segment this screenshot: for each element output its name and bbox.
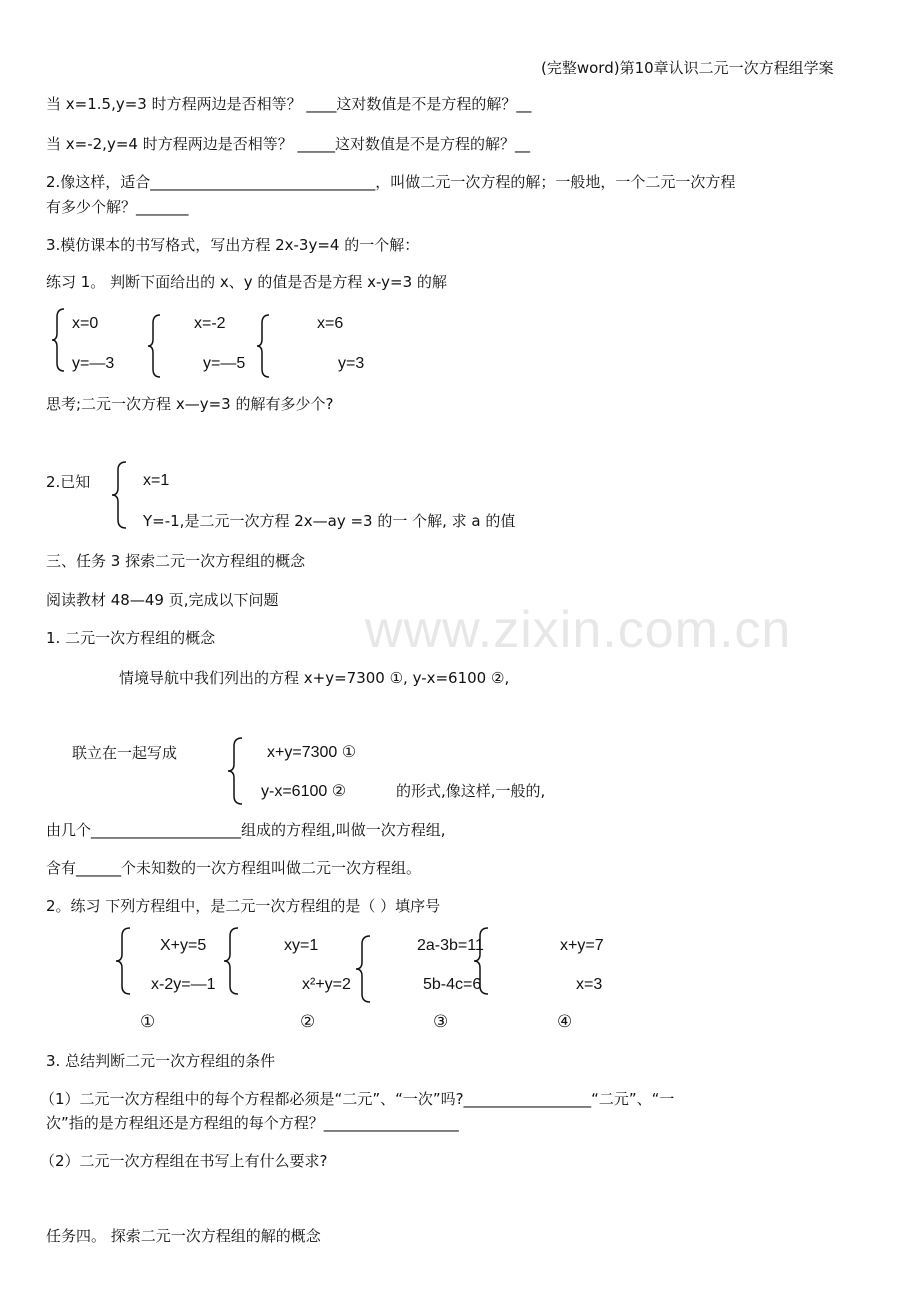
concept-heading: 1. 二元一次方程组的概念	[46, 629, 216, 647]
ex1-sys3-x: x=6	[317, 315, 344, 332]
exercise-1-prompt: 练习 1。 判断下面给出的 x、y 的值是否是方程 x-y=3 的解	[46, 273, 447, 291]
ex2-sys3-eq1: 2a-3b=11	[417, 937, 484, 954]
ex2-sys4-eq2: x=3	[576, 976, 603, 993]
ex2-sys1-eq2: x-2y=—1	[151, 976, 216, 993]
reading-instruction: 阅读教材 48—49 页,完成以下问题	[46, 591, 279, 609]
ex2-sys2-number: ②	[300, 1012, 316, 1031]
brace-icon	[472, 926, 490, 996]
ex2-sys3-eq2: 5b-4c=6	[423, 976, 482, 993]
exercise-2-prompt: 2。练习 下列方程组中，是二元一次方程组的是（ ）填序号	[46, 897, 441, 915]
brace-icon	[110, 460, 128, 530]
ex2-sys1-eq1: X+y=5	[160, 937, 207, 954]
ex1-sys1-x: x=0	[72, 315, 99, 332]
summary-1a: （1）二元一次方程组中的每个方程都必须是“二元”、“一次”吗?_________________“二元”、“一	[40, 1090, 675, 1108]
question-2a: 2.像这样，适合______________________________，叫做二元一次方程的解；一般地，一个二元一次方程	[46, 173, 736, 191]
summary-2: （2）二元一次方程组在书写上有什么要求?	[40, 1152, 328, 1170]
known-y: Y=-1,是二元一次方程 2x—ay =3 的一 个解, 求 a 的值	[143, 512, 516, 530]
summary-1b: 次”指的是方程组还是方程组的每个方程？__________________	[46, 1114, 459, 1132]
context-line: 情境导航中我们列出的方程 x+y=7300 ①, y-x=6100 ②,	[119, 669, 510, 687]
definition-2: 含有______个未知数的一次方程组叫做二元一次方程组。	[46, 859, 422, 877]
brace-icon	[146, 313, 162, 379]
question-3: 3.模仿课本的书写格式，写出方程 2x-3y=4 的一个解：	[46, 236, 420, 254]
combine-label: 联立在一起写成	[72, 744, 178, 762]
ex2-sys4-eq1: x+y=7	[560, 937, 604, 954]
brace-icon	[50, 307, 66, 373]
known-label: 2.已知	[46, 473, 91, 491]
ex2-sys2-eq2: x²+y=2	[302, 976, 351, 993]
question-1a: 当 x=1.5,y=3 时方程两边是否相等？ ____这对数值是不是方程的解？__	[46, 95, 532, 113]
question-1b: 当 x=-2,y=4 时方程两边是否相等？ _____这对数值是不是方程的解？__	[46, 135, 530, 153]
combine-eq-2: y-x=6100 ②	[261, 783, 347, 800]
brace-icon	[255, 313, 271, 379]
task-4-heading: 任务四。 探索二元一次方程组的解的概念	[46, 1227, 321, 1245]
ex2-sys3-number: ③	[433, 1012, 449, 1031]
ex2-sys1-number: ①	[140, 1012, 156, 1031]
think-question: 思考;二元一次方程 x—y=3 的解有多少个?	[46, 395, 334, 413]
brace-icon	[222, 926, 240, 996]
summary-heading: 3. 总结判断二元一次方程组的条件	[46, 1052, 276, 1070]
ex1-sys1-y: y=—3	[72, 355, 115, 372]
combine-tail: 的形式,像这样,一般的,	[396, 782, 546, 800]
ex1-sys2-y: y=—5	[203, 355, 246, 372]
question-2b: 有多少个解？_______	[46, 198, 189, 216]
known-x: x=1	[143, 472, 170, 489]
ex1-sys2-x: x=-2	[194, 315, 226, 332]
ex1-sys3-y: y=3	[338, 355, 365, 372]
ex2-sys4-number: ④	[557, 1012, 573, 1031]
brace-icon	[114, 926, 132, 996]
brace-icon	[226, 736, 244, 806]
definition-1: 由几个____________________组成的方程组,叫做一次方程组,	[46, 821, 446, 839]
ex2-sys2-eq1: xy=1	[284, 937, 319, 954]
brace-icon	[354, 934, 372, 1004]
page-header: (完整word)第10章认识二元一次方程组学案	[541, 59, 834, 77]
task-3-heading: 三、任务 3 探索二元一次方程组的概念	[46, 552, 306, 570]
combine-eq-1: x+y=7300 ①	[267, 744, 357, 761]
watermark: www.zixin.com.cn	[365, 601, 792, 659]
